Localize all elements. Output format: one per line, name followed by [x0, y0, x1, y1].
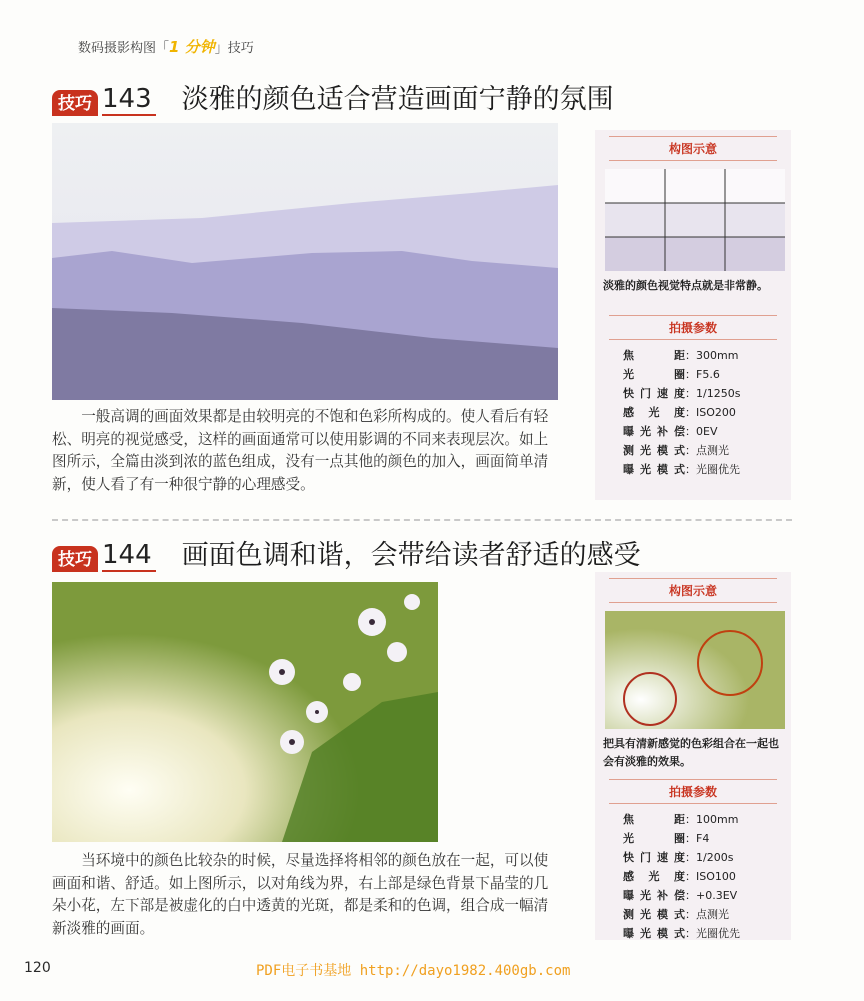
- tip-number: 144: [102, 540, 156, 572]
- param-colon: ：: [685, 813, 696, 826]
- param-colon: ：: [685, 349, 696, 362]
- param-row: [623, 848, 791, 867]
- diagram-heading: 构图示意: [609, 578, 777, 603]
- param-value: 0EV: [696, 425, 718, 438]
- params-heading: 拍摄参数: [609, 315, 777, 340]
- sidebar-panel: [595, 572, 791, 940]
- tip-badge: 技巧: [52, 546, 98, 572]
- param-row: [623, 346, 791, 365]
- param-label: 焦距: [623, 813, 685, 826]
- param-label: 快门速度: [623, 387, 685, 400]
- param-row: [623, 867, 791, 886]
- param-row: [623, 886, 791, 905]
- param-colon: ：: [685, 908, 696, 921]
- param-row: [623, 905, 791, 924]
- param-value: 光圈优先: [696, 927, 740, 940]
- diagram-caption: 淡雅的颜色视觉特点就是非常静。: [603, 279, 768, 292]
- param-colon: ：: [685, 425, 696, 438]
- param-label: 光圈: [623, 832, 685, 845]
- shooting-params: [595, 804, 791, 943]
- param-label: 快门速度: [623, 851, 685, 864]
- param-row: [623, 403, 791, 422]
- tip-number: 143: [102, 84, 156, 116]
- param-value: 点测光: [696, 908, 729, 921]
- watermark: PDF电子书基地 http://dayo1982.400gb.com: [256, 963, 571, 979]
- param-value: ISO100: [696, 870, 736, 883]
- mountain-photo: [52, 123, 558, 400]
- param-colon: ：: [685, 387, 696, 400]
- param-row: [623, 365, 791, 384]
- param-colon: ：: [685, 927, 696, 940]
- param-row: [623, 810, 791, 829]
- diagram-caption: 把具有清新感觉的色彩组合在一起也会有淡雅的效果。: [603, 737, 779, 768]
- param-colon: ：: [685, 444, 696, 457]
- sidebar-panel: [595, 130, 791, 500]
- param-label: 光圈: [623, 368, 685, 381]
- param-label: 曝光模式: [623, 463, 685, 476]
- param-value: F4: [696, 832, 710, 845]
- param-value: 1/200s: [696, 851, 734, 864]
- circle-diagram: [605, 611, 785, 729]
- param-row: [623, 924, 791, 943]
- param-label: 曝光补偿: [623, 425, 685, 438]
- param-label: 测光模式: [623, 444, 685, 457]
- shooting-params: [595, 340, 791, 479]
- section-title: 画面色调和谐，会带给读者舒适的感受: [181, 540, 641, 571]
- param-value: F5.6: [696, 368, 720, 381]
- param-label: 感光度: [623, 870, 685, 883]
- body-text: 当环境中的颜色比较杂的时候，尽量选择将相邻的颜色放在一起，可以使画面和谐、舒适。如上图所示，以对角线为界，右上部是绿色背景下晶莹的几朵小花，左下部是被虚化的白中透黄的光斑，都是柔和的色调，组合成一幅清新淡雅的画面。: [52, 852, 549, 937]
- param-row: [623, 441, 791, 460]
- param-label: 焦距: [623, 349, 685, 362]
- param-colon: ：: [685, 851, 696, 864]
- param-label: 曝光模式: [623, 927, 685, 940]
- param-colon: ：: [685, 832, 696, 845]
- running-header: 数码摄影构图「1 分钟」技巧: [78, 38, 254, 56]
- param-value: ISO200: [696, 406, 736, 419]
- param-value: 1/1250s: [696, 387, 741, 400]
- param-value: +0.3EV: [696, 889, 738, 902]
- page-number: 120: [24, 960, 51, 976]
- section-title: 淡雅的颜色适合营造画面宁静的氛围: [181, 84, 614, 115]
- param-value: 300mm: [696, 349, 739, 362]
- param-colon: ：: [685, 406, 696, 419]
- param-colon: ：: [685, 889, 696, 902]
- param-colon: ：: [685, 870, 696, 883]
- param-colon: ：: [685, 368, 696, 381]
- section-heading: [52, 536, 641, 572]
- flower-photo: [52, 582, 438, 842]
- param-row: [623, 422, 791, 441]
- param-value: 100mm: [696, 813, 739, 826]
- tip-badge: 技巧: [52, 90, 98, 116]
- body-text: 一般高调的画面效果都是由较明亮的不饱和色彩所构成的。使人看后有轻松、明亮的视觉感受，这样的画面通常可以使用影调的不同来表现层次。如上图所示，全篇由淡到浓的蓝色组成，没有一点其他的颜色的加入，画面简单清新，使人看了有一种很宁静的心理感受。: [52, 408, 549, 493]
- grid-diagram: [605, 169, 785, 271]
- params-heading: 拍摄参数: [609, 779, 777, 804]
- param-label: 曝光补偿: [623, 889, 685, 902]
- param-value: 点测光: [696, 444, 729, 457]
- param-row: [623, 384, 791, 403]
- param-row: [623, 460, 791, 479]
- section-divider: [52, 519, 792, 521]
- param-value: 光圈优先: [696, 463, 740, 476]
- diagram-heading: 构图示意: [609, 136, 777, 161]
- section-heading: [52, 80, 614, 116]
- param-row: [623, 829, 791, 848]
- param-label: 测光模式: [623, 908, 685, 921]
- param-colon: ：: [685, 463, 696, 476]
- param-label: 感光度: [623, 406, 685, 419]
